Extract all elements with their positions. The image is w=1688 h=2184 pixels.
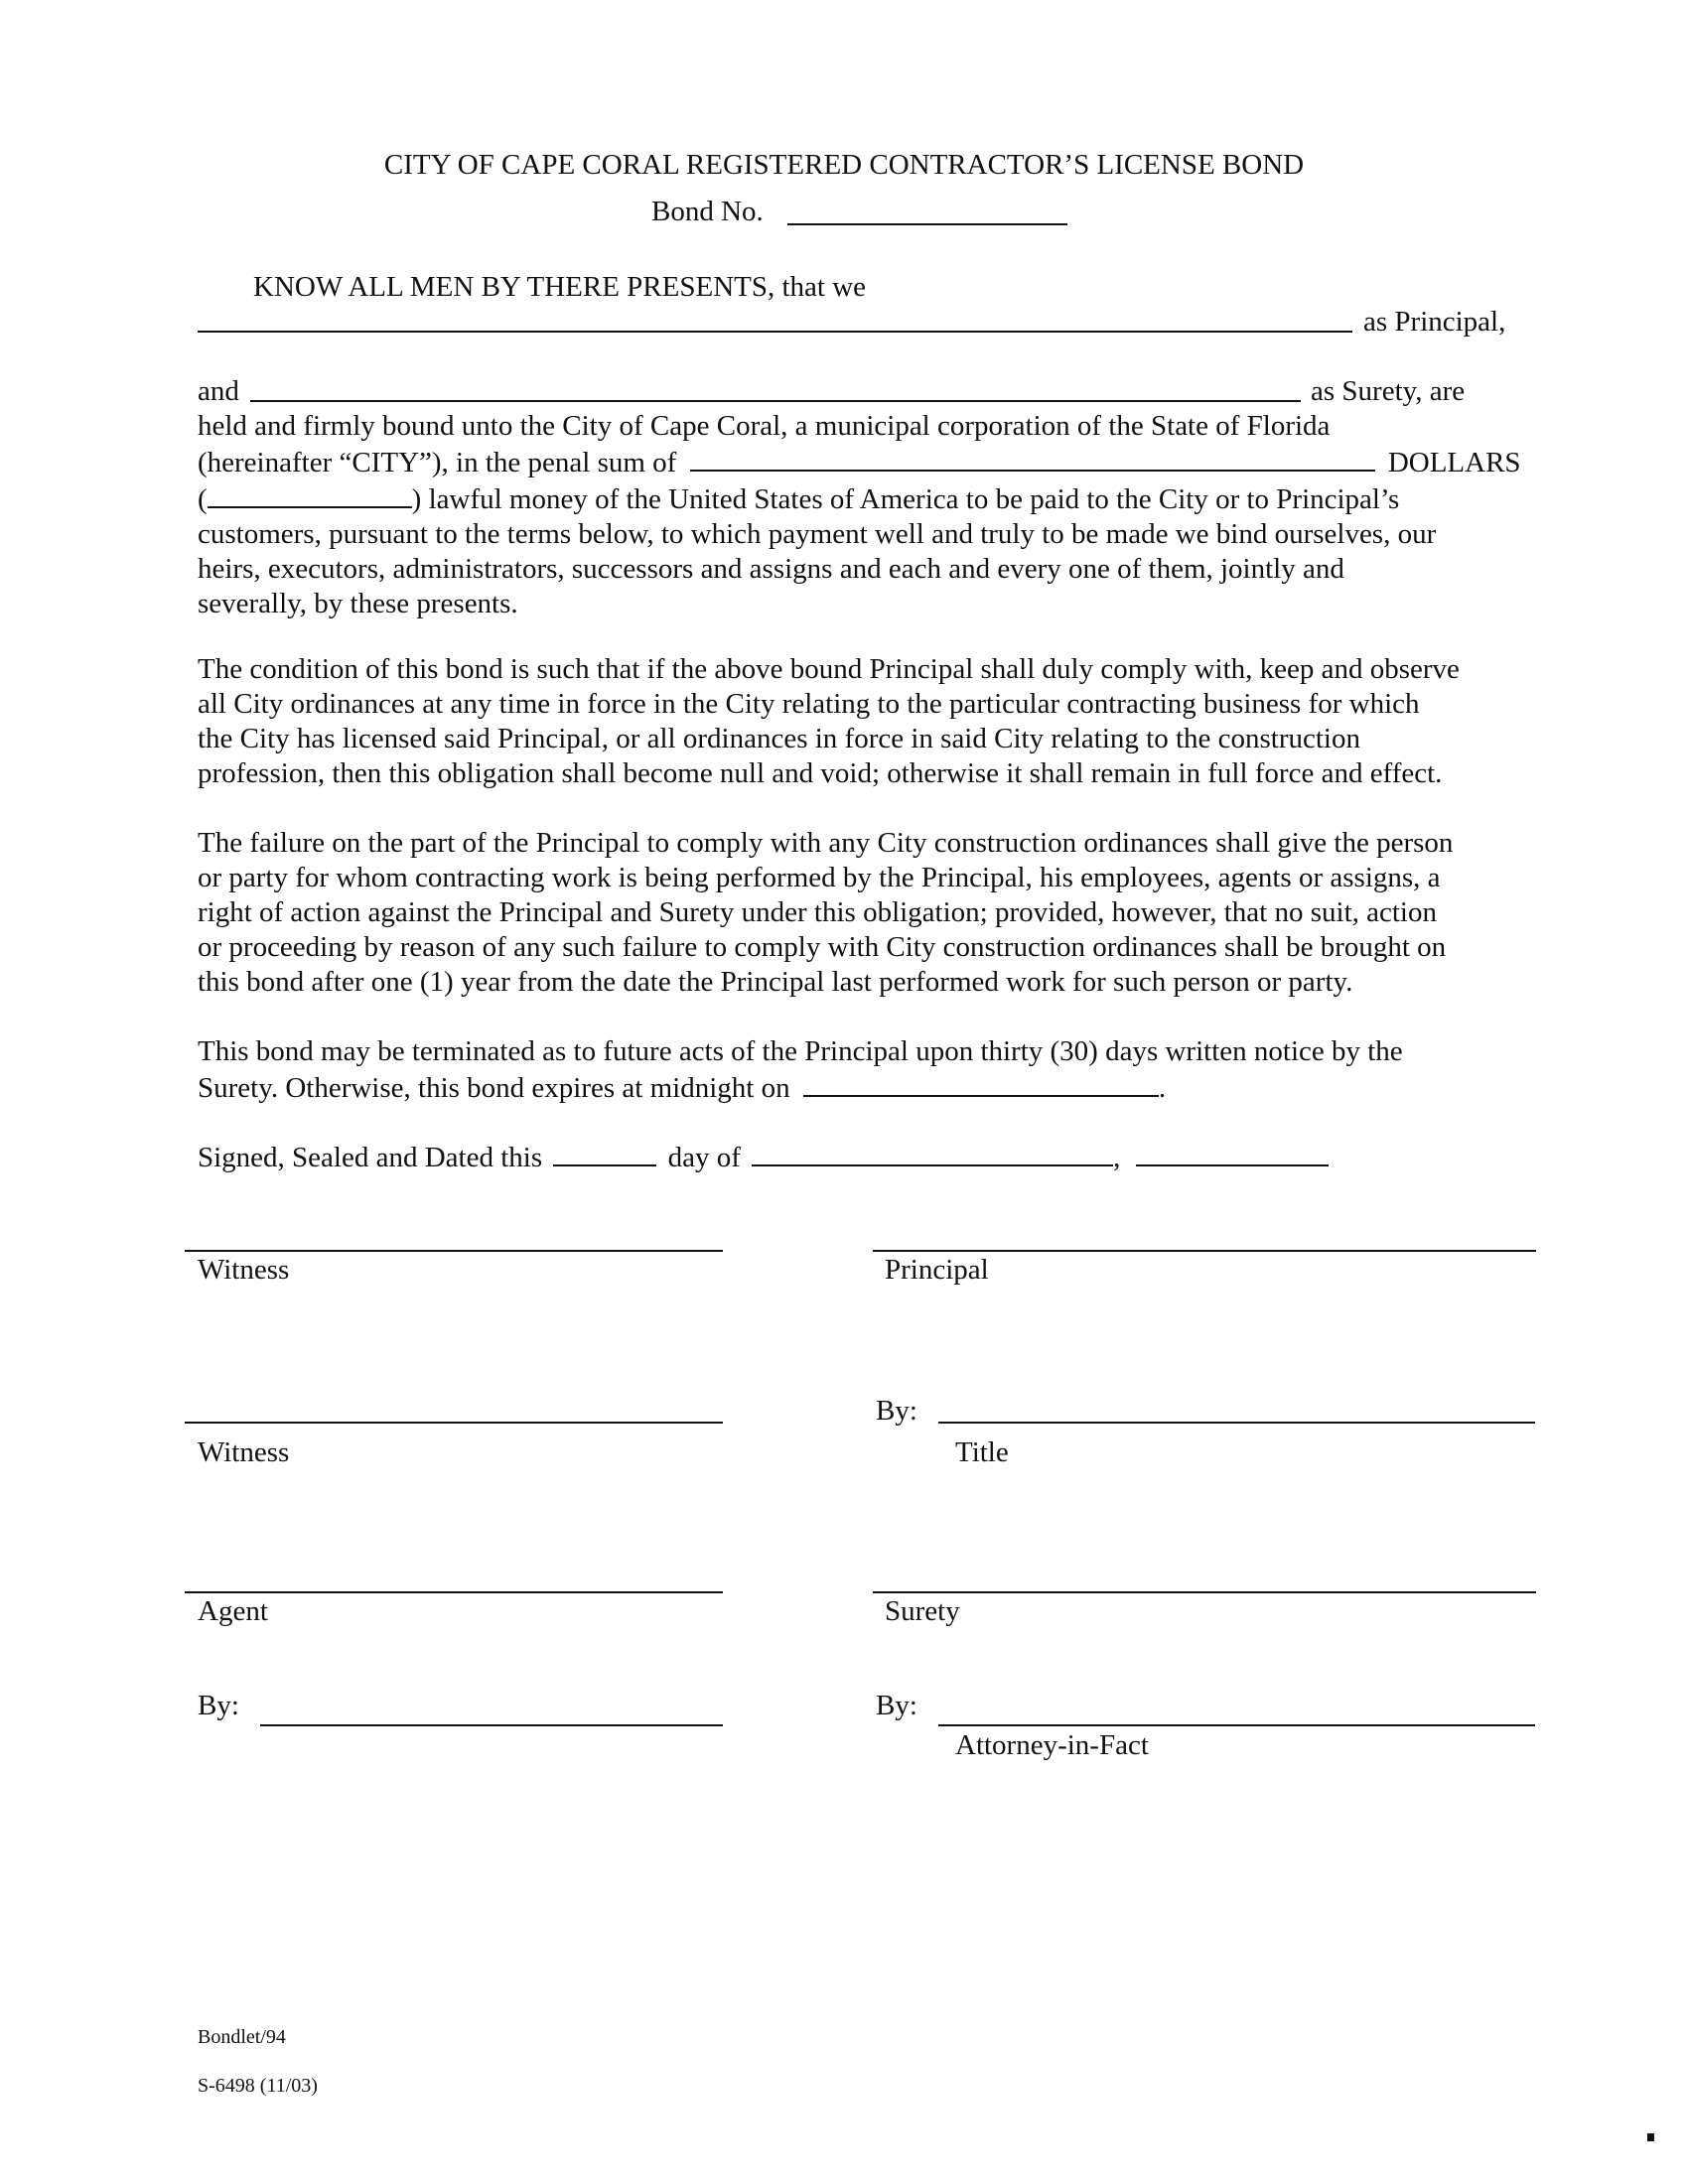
surety-by-label: By: [876, 1690, 917, 1721]
and-label: and [198, 375, 239, 407]
paragraph-line: this bond after one (1) year from the date the Principal last performed work for such person or party. [198, 966, 1353, 998]
paragraph-text: ) lawful money of the United States of America to be paid to the City or to Principal’s [411, 483, 1400, 515]
agent-by-label: By: [198, 1690, 239, 1721]
witness2-label: Witness [198, 1436, 290, 1468]
as-principal-text: as Principal, [1363, 306, 1506, 338]
paragraph-text: (hereinafter “CITY”), in the penal sum of [198, 447, 677, 478]
paragraph-line: held and firmly bound unto the City of Cape Coral, a municipal corporation of the State of Florida [198, 410, 1331, 442]
paragraph-text: . [1158, 1072, 1167, 1104]
document-title: CITY OF CAPE CORAL REGISTERED CONTRACTOR’S LICENSE BOND [383, 149, 1305, 181]
surety-name-line[interactable] [250, 400, 1301, 402]
paragraph-line: all City ordinances at any time in force in the City relating to the particular contracting business for which [198, 688, 1420, 720]
paragraph-line: This bond may be terminated as to future acts of the Principal upon thirty (30) days written notice by the [198, 1035, 1403, 1067]
paragraph-line: heirs, executors, administrators, successors and assigns and each and every one of them, jointly and [198, 553, 1344, 585]
paragraph-line: customers, pursuant to the terms below, to which payment well and truly to be made we bind ourselves, our [198, 518, 1437, 550]
principal-signature-line[interactable] [873, 1250, 1536, 1252]
agent-label: Agent [198, 1595, 268, 1627]
bond-number-label: Bond No. [651, 196, 764, 227]
amount-numeric-line[interactable] [208, 480, 412, 508]
paragraph-line [198, 1069, 1528, 1106]
paragraph-line: severally, by these presents. [198, 588, 518, 619]
intro-text: KNOW ALL MEN BY THERE PRESENTS, that we [253, 271, 867, 303]
title-label: Title [955, 1436, 1009, 1468]
paragraph-line [198, 444, 1528, 480]
as-surety-text: as Surety, are [1311, 375, 1466, 407]
signed-year-line[interactable] [1136, 1139, 1329, 1166]
bond-number-row [651, 195, 764, 228]
witness2-signature-line[interactable] [185, 1422, 723, 1424]
surety-label: Surety [885, 1595, 960, 1627]
signed-day-line[interactable] [553, 1139, 656, 1166]
dollars-label: DOLLARS [1387, 447, 1521, 478]
termination-paragraph [198, 1034, 1528, 1106]
paragraph-text: ( [198, 483, 208, 515]
paragraph-text: Surety. Otherwise, this bond expires at midnight on [198, 1072, 790, 1104]
signed-text: Signed, Sealed and Dated this [198, 1142, 543, 1173]
form-code-s6498: S-6498 (11/03) [198, 2075, 318, 2097]
signed-month-line[interactable] [752, 1139, 1113, 1166]
surety-signature-line[interactable] [873, 1591, 1536, 1593]
principal-name-line[interactable] [198, 331, 1352, 333]
paragraph-line: right of action against the Principal and Surety under this obligation; provided, however, that no suit, action [198, 896, 1437, 928]
signed-text: day of [667, 1142, 741, 1173]
paragraph-line: or party for whom contracting work is being performed by the Principal, his employees, agents or assigns, a [198, 862, 1441, 893]
principal-label: Principal [885, 1254, 989, 1286]
agent-signature-line[interactable] [185, 1591, 723, 1593]
scan-mark [1647, 2133, 1654, 2141]
bond-obligation-paragraph [198, 409, 1528, 621]
agent-by-line[interactable] [260, 1724, 723, 1726]
penal-sum-line[interactable] [690, 444, 1375, 472]
paragraph-line [198, 480, 1528, 517]
witness1-label: Witness [198, 1254, 290, 1286]
principal-by-label: By: [876, 1395, 917, 1427]
paragraph-line: profession, then this obligation shall become null and void; otherwise it shall remain in full force and effect. [198, 757, 1443, 789]
form-code-bondlet: Bondlet/94 [198, 2026, 286, 2048]
bond-condition-paragraph [198, 652, 1528, 791]
signed-text: , [1113, 1142, 1121, 1173]
paragraph-line: the City has licensed said Principal, or all ordinances in force in said City relating to the construction [198, 723, 1360, 754]
paragraph-line: The condition of this bond is such that if the above bound Principal shall duly comply with, keep and observe [198, 653, 1460, 685]
attorney-in-fact-label: Attorney-in-Fact [955, 1729, 1149, 1761]
paragraph-line: or proceeding by reason of any such failure to comply with City construction ordinances shall be brought on [198, 931, 1447, 963]
principal-by-line[interactable] [938, 1422, 1535, 1424]
failure-clause-paragraph [198, 826, 1528, 1000]
witness1-signature-line[interactable] [185, 1250, 723, 1252]
signed-sealed-row [198, 1139, 1329, 1174]
bond-number-line[interactable] [787, 223, 1067, 225]
paragraph-line: The failure on the part of the Principal to comply with any City construction ordinances shall give the person [198, 827, 1454, 859]
expiration-date-line[interactable] [803, 1069, 1159, 1097]
surety-by-line[interactable] [938, 1724, 1535, 1726]
